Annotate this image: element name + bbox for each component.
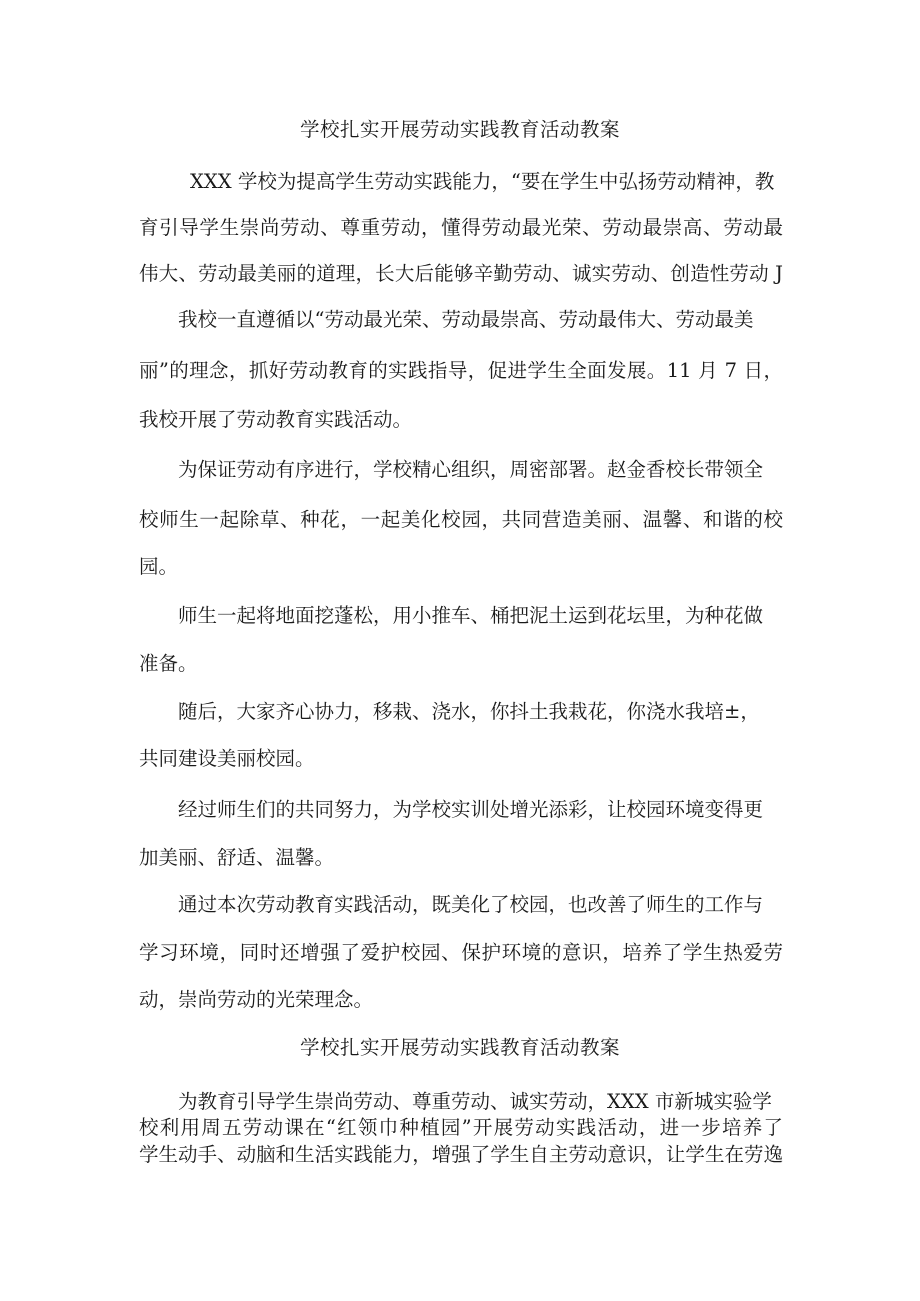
paragraph-line: 共同建设美丽校园。: [139, 747, 315, 770]
paragraph-line: 校利用周五劳动课在“红领巾种植园”开展劳动实践活动，进一步培养了: [139, 1116, 783, 1139]
paragraph-line: 准备。: [139, 652, 198, 675]
paragraph-line: 师生一起将地面挖蓬松，用小推车、桶把泥土运到花坛里，为种花做: [178, 604, 764, 627]
paragraph-line: 园。: [139, 555, 179, 578]
paragraph-line: 经过师生们的共同努力，为学校实训处增光添彩，让校园环境变得更: [178, 798, 764, 821]
paragraph-line: 为教育引导学生崇尚劳动、尊重劳动、诚实劳动，XXX 市新城实验学: [178, 1090, 772, 1113]
paragraph-line: 校师生一起除草、种花，一起美化校园，共同营造美丽、温馨、和谐的校: [139, 508, 783, 531]
paragraph-line: 育引导学生崇尚劳动、尊重劳动，懂得劳动最光荣、劳动最崇高、劳动最: [139, 216, 783, 239]
paragraph-line: 学习环境，同时还增强了爱护校园、保护环境的意识，培养了学生热爱劳: [139, 941, 783, 964]
paragraph-line: XXX 学校为提高学生劳动实践能力，“要在学生中弘扬劳动精神，教: [190, 170, 775, 193]
paragraph-line: 丽”的理念，抓好劳动教育的实践指导，促进学生全面发展。11 月 7 日，: [139, 359, 783, 382]
paragraph-line: 通过本次劳动教育实践活动，既美化了校园，也改善了师生的工作与: [178, 893, 764, 916]
paragraph-line: 动，崇尚劳动的光荣理念。: [139, 988, 374, 1011]
paragraph-line: 我校一直遵循以“劳动最光荣、劳动最崇高、劳动最伟大、劳动最美: [178, 308, 754, 331]
paragraph-line: 加美丽、舒适、温馨。: [139, 846, 335, 869]
paragraph-line: 我校开展了劳动教育实践活动。: [139, 408, 413, 431]
paragraph-line: 学生动手、动脑和生活实践能力，增强了学生自主劳动意识，让学生在劳逸: [139, 1143, 783, 1166]
document-title-2: 学校扎实开展劳动实践教育活动教案: [299, 1036, 620, 1059]
document-title: 学校扎实开展劳动实践教育活动教案: [299, 118, 620, 141]
paragraph-line: 为保证劳动有序进行，学校精心组织，周密部署。赵金香校长带领全: [178, 458, 764, 481]
paragraph-line: 随后，大家齐心协力，移栽、浇水，你抖土我栽花，你浇水我培±，: [178, 700, 760, 723]
paragraph-line: 伟大、劳动最美丽的道理，长大后能够辛勤劳动、诚实劳动、创造性劳动 J: [139, 262, 783, 285]
